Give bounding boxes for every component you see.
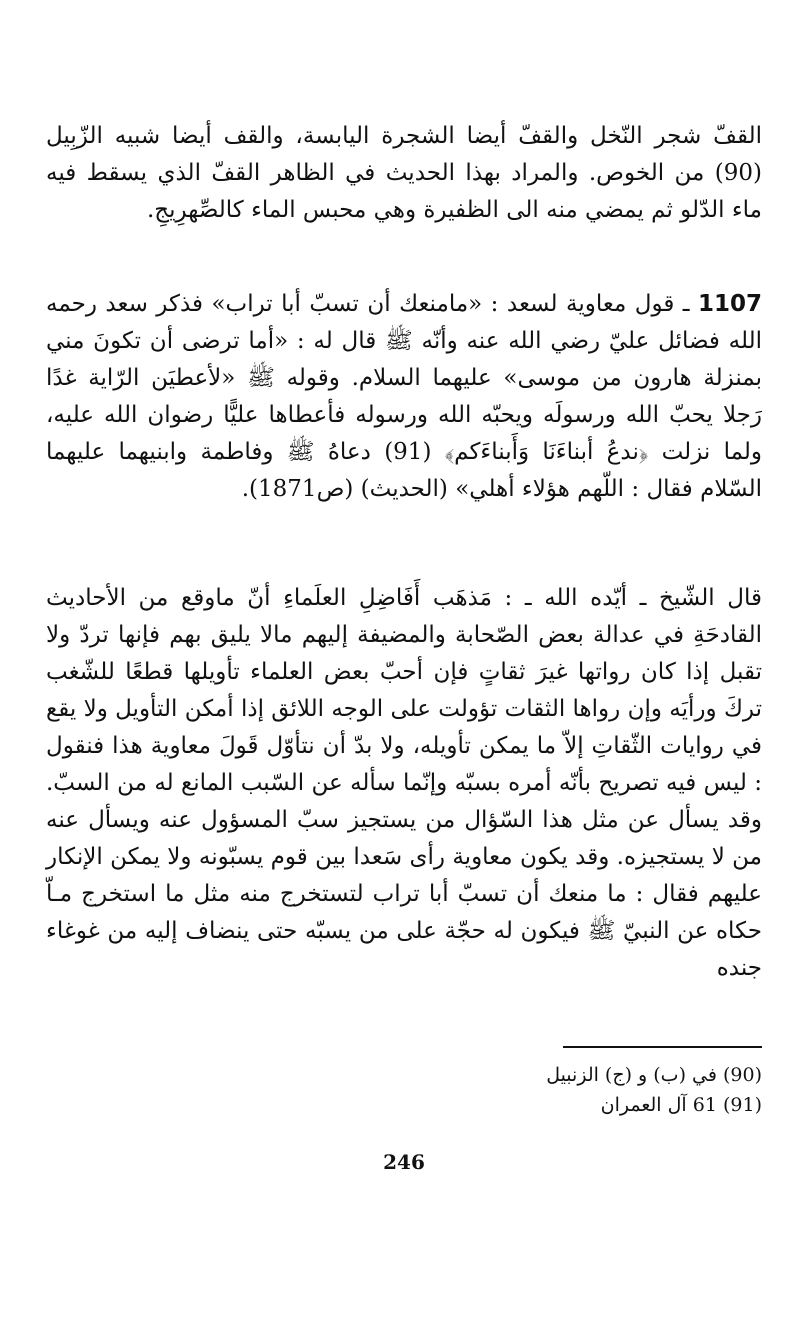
footnote-90: (90) في (ب) و (ج) الزنبيل <box>546 1064 762 1086</box>
paragraph-1107-text: ـ قول معاوية لسعد : «مامنعك أن تسبّ أبا تراب» فذكر سعد رحمه الله فضائل عليّ رضي الله عنه وأنّه ﷺ قال له : «أما ترضى أن تكونَ مني بمنزلة هارون من موسى» عليهما السلام. وقوله ﷺ «لأعطيَن الرّاية غدًا رَجلا يحبّ الله ورسولَه ويحبّه الله ورسوله فأعطاها عليًّا رضوان الله عليه، ولما نزلت ﴿ندعُ أبناءَنَا وَأَبناءَكم﴾ (91) دعاهُ ﷺ وفاطمة وابنيهما عليهما السّلام فقال : اللّهم هؤلاء أهلي» (الحديث) (ص1871). <box>46 291 762 502</box>
page-number: 246 <box>383 1150 425 1174</box>
paragraph-1107 <box>46 286 762 508</box>
footnotes <box>380 1060 762 1120</box>
entry-number: 1107 <box>698 291 763 317</box>
paragraph-sheikh-commentary: قال الشّيخ ـ أيّده الله ـ : مَذهَب أَفَاضِلِ العلَماءِ أنّ ماوقع من الأحاديث القادحَةِ في عدالة بعض الصّحابة والمضيفة إليهم مالا يليق بهم فإنها تردّ ولا تقبل إذا كان رواتها غيرَ ثقاتٍ فإن أحبّ بعض العلماء تأويلها قطعًا للشّغب تركَ ورأيَه وإن رواها الثقات تؤولت على الوجه اللائق إذا أمكن التأويل ولا يقع في روايات الثّقاتِ إلاّ ما يمكن تأويله، ولا بدّ أن نتأوّل قَولَ معاوية هذا فنقول : ليس فيه تصريح بأنّه أمره بسبّه وإنّما سأله عن السّبب المانع له من السبّ. وقد يسأل عن مثل هذا السّؤال من يستجيز سبّ المسؤول عنه ويسأل عنه من لا يستجيزه. وقد يكون معاوية رأى سَعدا بين قوم يسبّونه ولا يمكن الإنكار عليهم فقال : ما منعك أن تسبّ أبا تراب لتستخرج منه مثل ما استخرج مـاّ حكاه عن النبيّ ﷺ فيكون له حجّة على من يسبّه حتى ينضاف إليه من غوغاء جنده <box>46 585 762 981</box>
footnote-91: (91) 61 آل العمران <box>600 1094 762 1116</box>
footnote-divider <box>563 1046 762 1048</box>
paragraph-qaff-definition: القفّ شجر النّخل والقفّ أيضا الشجرة اليابسة، والقف أيضا شبيه الزّبِيل (90) من الخوص. والمراد بهذا الحديث في الظاهر القفّ الذي يسقط فيه ماء الدّلو ثم يمضي منه الى الظفيرة وهي محبس الماء كالصِّهرِيجِ. <box>46 123 762 223</box>
